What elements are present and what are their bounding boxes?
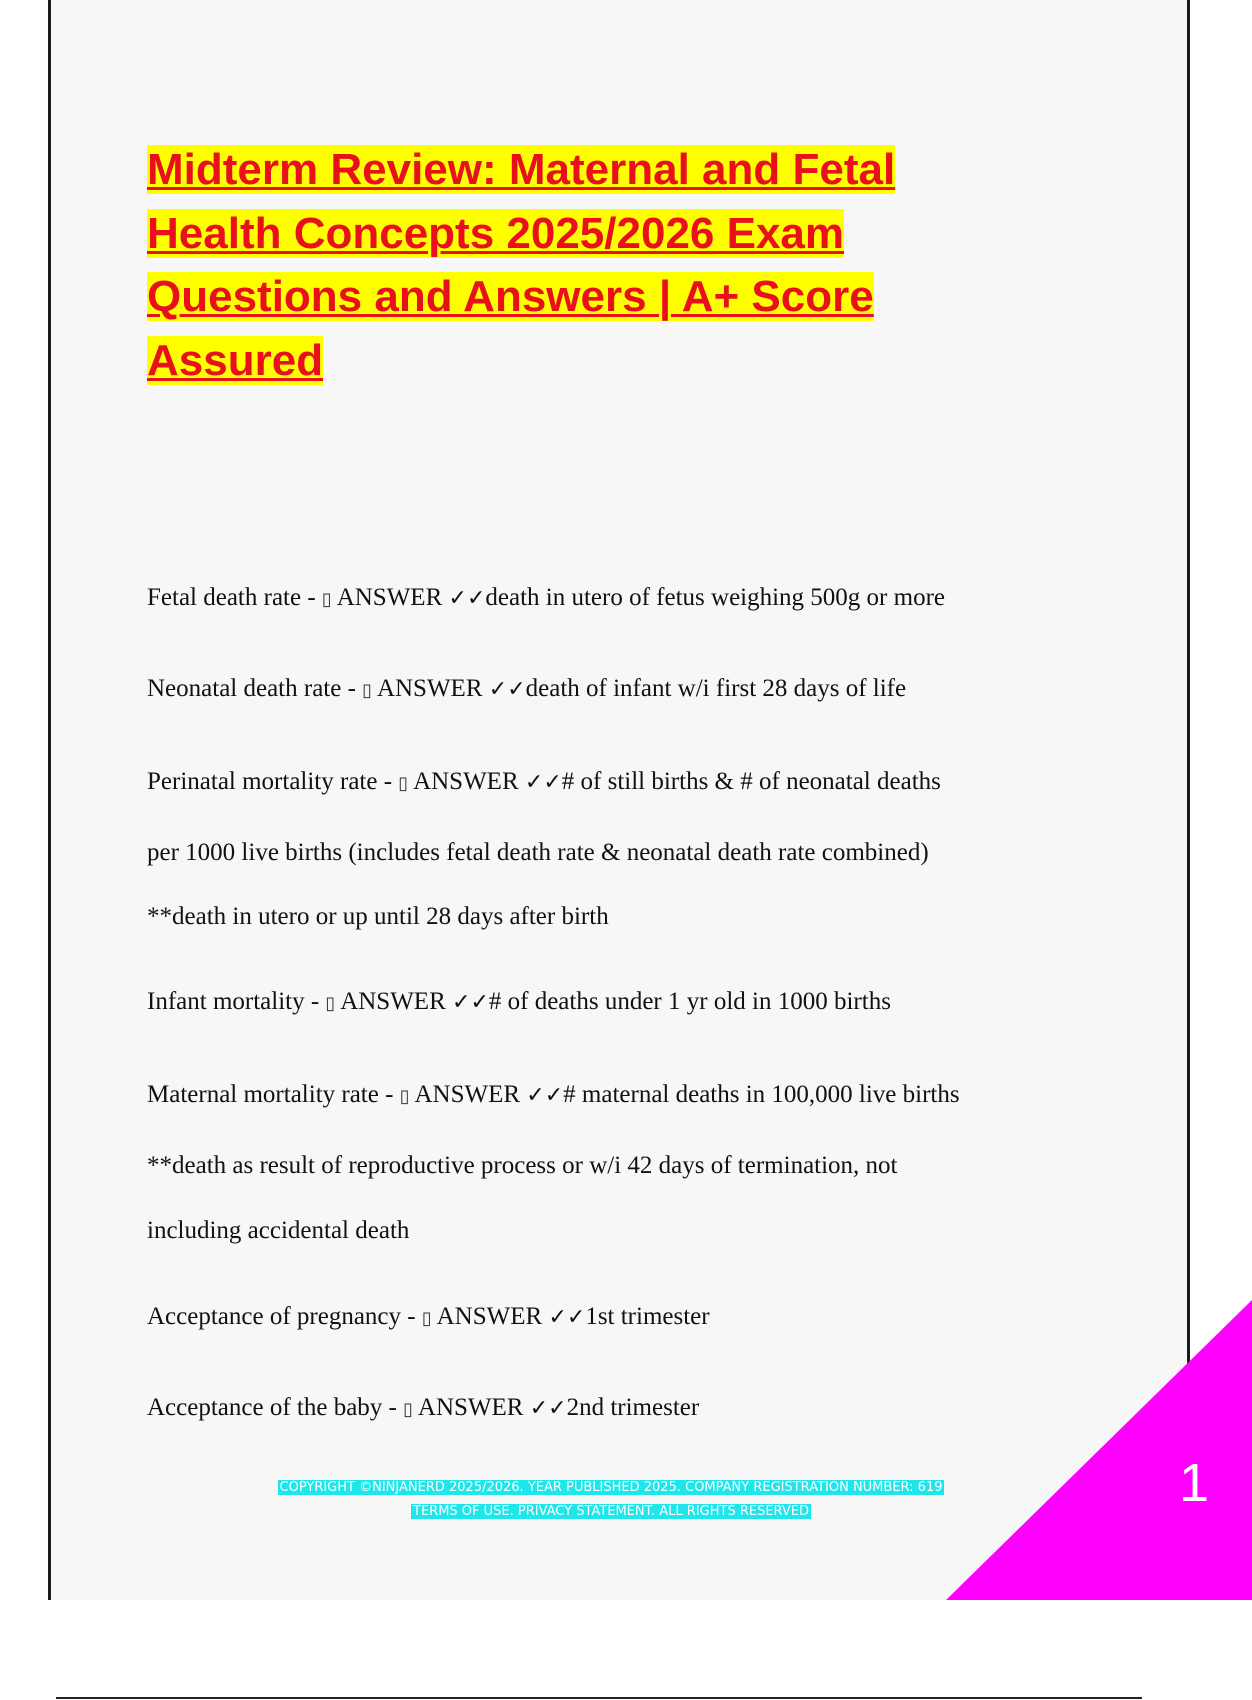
qa-term: Perinatal mortality rate - (147, 768, 399, 795)
answer-label: ANSWER (336, 584, 443, 611)
answer-box-icon: ▯ (325, 993, 336, 1014)
qa-answer: # maternal deaths in 100,000 live births (563, 1081, 960, 1108)
qa-item (147, 988, 1147, 1016)
answer-box-icon: ▯ (421, 1308, 432, 1329)
qa-answer-continued: per 1000 live births (includes fetal death rate & neonatal death rate combined) (147, 839, 929, 866)
qa-item (147, 1081, 1147, 1109)
qa-answer-continued: **death as result of reproductive process or w/i 42 days of termination, not (147, 1152, 898, 1179)
answer-label: ANSWER (413, 768, 519, 795)
answer-label: ANSWER (376, 675, 483, 702)
answer-box-icon: ▯ (399, 1086, 410, 1107)
document-title (147, 138, 1027, 392)
answer-box-icon: ▯ (362, 680, 373, 701)
copyright-line: COPYRIGHT ©NINJANERD 2025/2026. YEAR PUBLISHED 2025. COMPANY REGISTRATION NUMBER: 619 (279, 1480, 943, 1495)
answer-box-icon: ▯ (321, 589, 332, 610)
qa-term: Infant mortality - (147, 988, 326, 1015)
terms-line: TERMS OF USE. PRIVACY STATEMENT. ALL RIGHTS RESERVED (413, 1504, 809, 1519)
qa-item (147, 675, 1147, 703)
qa-term: Neonatal death rate - (147, 675, 363, 702)
document-page (48, 0, 1210, 1600)
page-number: 1 (1179, 1453, 1210, 1513)
qa-answer: death of infant w/i first 28 days of life (525, 675, 907, 702)
qa-answer: # of still births & # of neonatal deaths (561, 768, 941, 795)
qa-item (147, 768, 1147, 796)
title-line: Midterm Review: Maternal and Fetal (147, 145, 896, 194)
qa-answer-continued: **death in utero or up until 28 days after birth (147, 903, 609, 930)
copyright-footer (161, 1476, 1061, 1524)
qa-term: Acceptance of the baby - (147, 1394, 404, 1421)
title-line: Questions and Answers | A+ Score (147, 272, 874, 321)
checkmark-icon: ✓✓ (529, 1396, 567, 1421)
title-line: Health Concepts 2025/2026 Exam (147, 208, 845, 258)
qa-answer: 2nd trimester (566, 1394, 700, 1421)
checkmark-icon: ✓✓ (448, 586, 486, 611)
bottom-divider (56, 1697, 1142, 1699)
qa-term: Acceptance of pregnancy - (147, 1303, 422, 1330)
checkmark-icon: ✓✓ (548, 1305, 586, 1330)
answer-label: ANSWER (340, 988, 446, 1015)
answer-label: ANSWER (414, 1081, 521, 1108)
answer-box-icon: ▯ (398, 773, 409, 794)
page-corner-triangle (946, 1300, 1252, 1600)
checkmark-icon: ✓✓ (488, 677, 526, 702)
qa-item (147, 584, 1147, 612)
checkmark-icon: ✓✓ (452, 990, 489, 1015)
checkmark-icon: ✓✓ (526, 1083, 564, 1108)
qa-term: Fetal death rate - (147, 584, 322, 611)
title-line: Assured (147, 335, 324, 385)
qa-answer: 1st trimester (585, 1303, 710, 1330)
qa-answer: # of deaths under 1 yr old in 1000 births (488, 988, 891, 1015)
qa-term: Maternal mortality rate - (147, 1081, 400, 1108)
answer-box-icon: ▯ (403, 1399, 414, 1420)
qa-answer: death in utero of fetus weighing 500g or more (485, 584, 945, 611)
qa-answer-continued: including accidental death (147, 1217, 410, 1244)
answer-label: ANSWER (417, 1394, 524, 1421)
answer-label: ANSWER (436, 1303, 543, 1330)
checkmark-icon: ✓✓ (524, 770, 562, 795)
